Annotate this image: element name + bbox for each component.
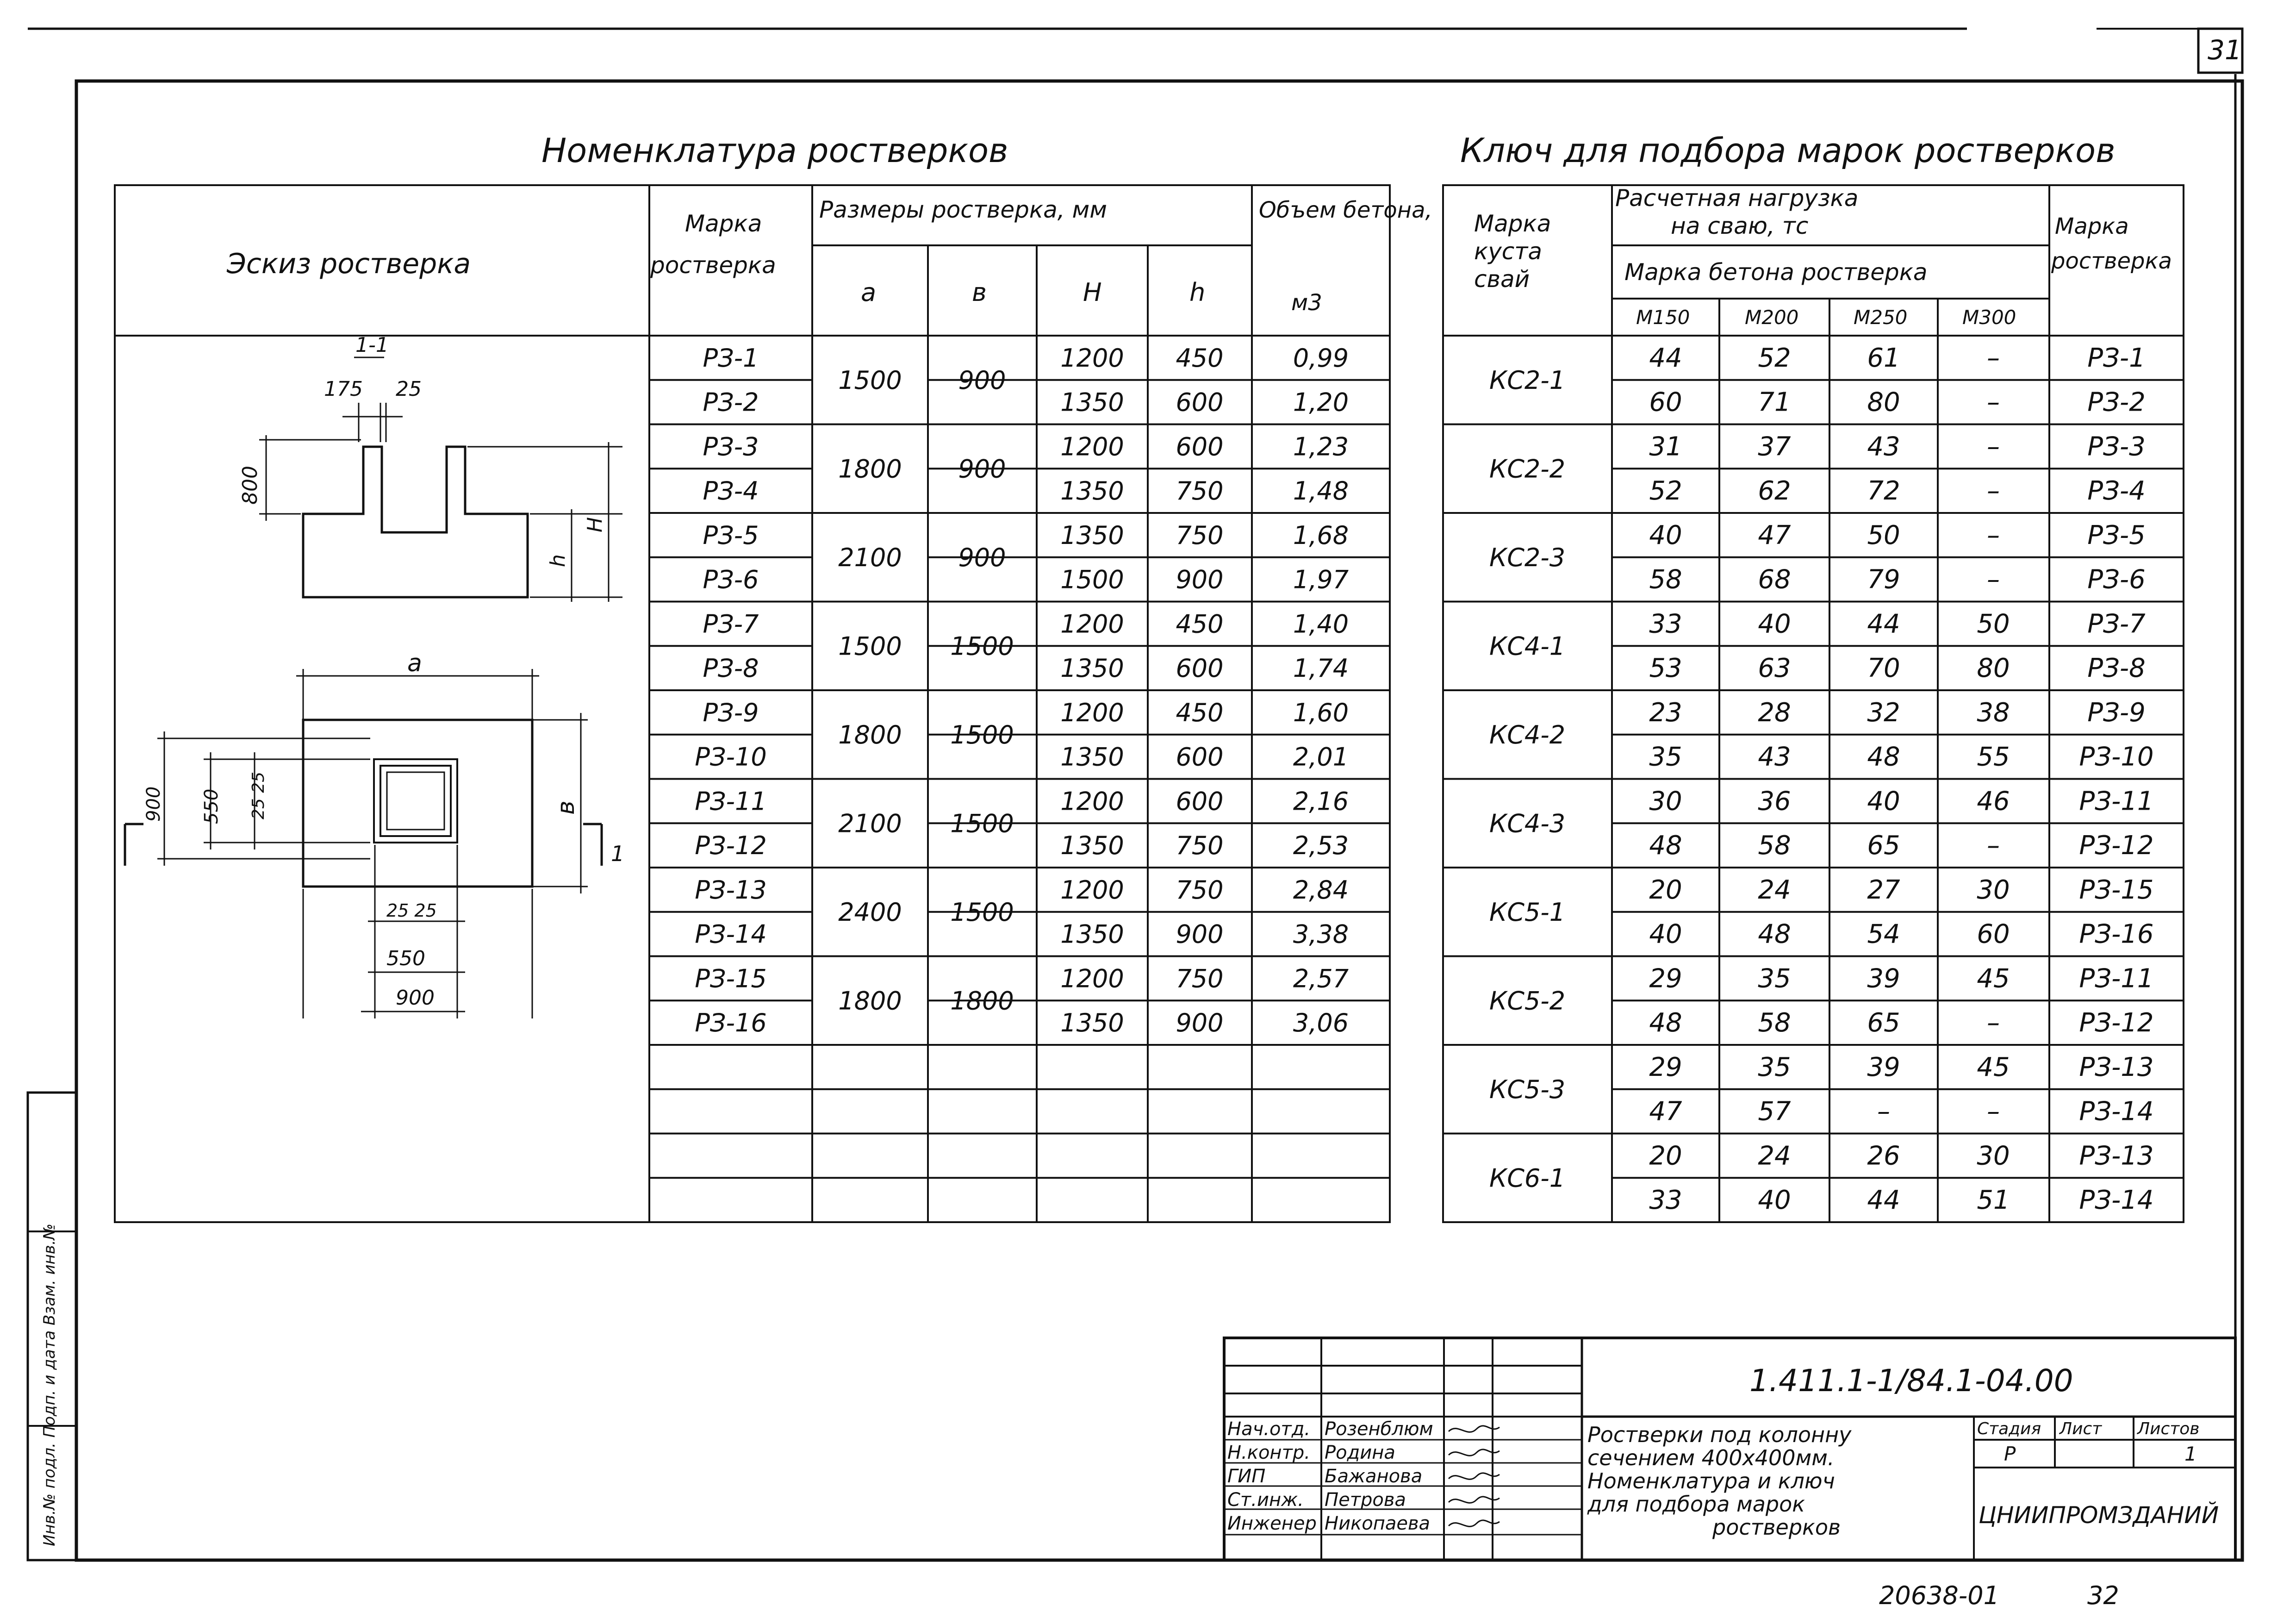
dim-b-label: в <box>552 800 580 815</box>
nom-mark-cell: РЗ-5 <box>703 520 759 550</box>
pile-group-name: КС4-2 <box>1489 720 1566 750</box>
load-m300-cell: – <box>1987 831 2000 861</box>
key-mark-cell: РЗ-3 <box>2087 431 2146 462</box>
load-m200-cell: 24 <box>1758 874 1791 905</box>
dim-h-label: h <box>546 554 570 567</box>
dim-175: 175 <box>324 377 363 401</box>
load-m300-cell: 38 <box>1977 697 2010 728</box>
nom-H-cell: 1200 <box>1060 609 1124 639</box>
load-m250-cell: 61 <box>1867 343 1900 373</box>
load-m300-cell: 60 <box>1977 919 2010 949</box>
load-m300-cell: 45 <box>1977 1052 2010 1082</box>
nom-h-cell: 600 <box>1176 787 1224 816</box>
nom-mark-cell: РЗ-15 <box>695 964 767 993</box>
load-m150-cell: 20 <box>1649 874 1682 905</box>
desc-line-1: Ростверки под колонну <box>1587 1422 1852 1447</box>
load-m150-cell: 20 <box>1649 1141 1682 1171</box>
nom-a-cell: 1500 <box>838 365 902 395</box>
nom-mark-cell: РЗ-12 <box>695 831 767 861</box>
load-m250-cell: 79 <box>1867 564 1900 595</box>
nom-mark-cell: РЗ-4 <box>703 476 759 506</box>
load-m150-cell: 33 <box>1649 1185 1682 1216</box>
nom-mark-cell: РЗ-14 <box>695 919 767 949</box>
socket-mid <box>380 766 451 836</box>
load-m300-cell: 80 <box>1977 653 2010 684</box>
dim-550-left: 550 <box>201 788 222 824</box>
load-m250-cell: 44 <box>1867 1185 1900 1216</box>
dim-H-label: H <box>583 517 607 532</box>
key-mark-cell: РЗ-11 <box>2079 786 2154 817</box>
nom-mark-cell: РЗ-16 <box>695 1008 767 1038</box>
load-m300-cell: 30 <box>1977 1141 2010 1171</box>
load-m300-cell: – <box>1987 343 2000 373</box>
load-m250-cell: 70 <box>1867 653 1900 684</box>
nom-h-cell: 750 <box>1176 875 1224 905</box>
nom-h-cell: 600 <box>1176 432 1224 462</box>
org-name: ЦНИИПРОМЗДАНИЙ <box>1979 1502 2219 1529</box>
key-mark-header-2: ростверка <box>2051 248 2172 274</box>
nom-mark-cell: РЗ-11 <box>695 787 767 816</box>
nom-b-cell: 1500 <box>950 631 1014 661</box>
nom-h-cell: 750 <box>1176 831 1224 861</box>
load-m300-cell: 45 <box>1977 963 2010 994</box>
load-m150-cell: 29 <box>1649 963 1682 994</box>
load-m150-cell: 48 <box>1649 1008 1682 1038</box>
key-mark-cell: РЗ-11 <box>2079 963 2154 994</box>
nom-h-cell: 750 <box>1176 476 1224 506</box>
load-m300-cell: 50 <box>1977 609 2010 639</box>
desc-line-4: для подбора марок <box>1587 1492 1805 1517</box>
nom-H-cell: 1200 <box>1060 875 1124 905</box>
key-mark-cell: РЗ-5 <box>2087 520 2146 550</box>
nom-H-cell: 1200 <box>1060 787 1124 816</box>
nom-b-cell: 900 <box>958 454 1006 484</box>
load-m300-cell: 46 <box>1977 786 2010 817</box>
nom-H-cell: 1350 <box>1060 387 1124 417</box>
sheet-label: Лист <box>2060 1419 2102 1438</box>
nom-volume-cell: 3,06 <box>1293 1008 1349 1038</box>
cut-mark-right: 1 <box>611 841 625 866</box>
sheets-value: 1 <box>2184 1443 2197 1465</box>
load-m300-cell: 30 <box>1977 874 2010 905</box>
load-m150-cell: 47 <box>1649 1096 1682 1127</box>
load-m250-cell: – <box>1877 1096 1890 1127</box>
nom-a-cell: 1500 <box>838 631 902 661</box>
key-mark-cell: РЗ-12 <box>2079 1008 2154 1038</box>
load-m200-cell: 28 <box>1758 697 1791 728</box>
load-m250-cell: 27 <box>1867 874 1900 905</box>
load-m250-cell: 72 <box>1867 476 1900 506</box>
load-m150-cell: 60 <box>1649 387 1682 418</box>
load-m300-cell: – <box>1987 1096 2000 1127</box>
nom-H-cell: 1350 <box>1060 919 1124 949</box>
nom-volume-cell: 1,68 <box>1293 520 1349 550</box>
nom-H-cell: 1200 <box>1060 432 1124 462</box>
staff-name: Родина <box>1325 1442 1395 1463</box>
load-m300-cell: – <box>1987 520 2000 550</box>
mark-header-1: Марка <box>685 210 762 237</box>
col-b-header: в <box>972 278 987 307</box>
nom-H-cell: 1350 <box>1060 1008 1124 1038</box>
dim-25-25-bottom: 25 25 <box>386 900 437 921</box>
nom-a-cell: 2100 <box>838 809 902 838</box>
nom-h-cell: 450 <box>1176 609 1224 639</box>
pile-group-header-1: Марка <box>1474 210 1551 237</box>
nom-a-cell: 1800 <box>838 720 902 750</box>
nom-H-cell: 1350 <box>1060 520 1124 550</box>
nom-H-cell: 1500 <box>1060 565 1124 594</box>
dim-a-label: a <box>407 650 422 677</box>
nom-volume-cell: 1,48 <box>1293 476 1349 506</box>
pile-group-name: КС5-3 <box>1489 1074 1566 1104</box>
load-m200-cell: 52 <box>1758 343 1791 373</box>
dim-800: 800 <box>238 466 262 505</box>
nom-volume-cell: 2,16 <box>1293 787 1349 816</box>
volume-header: Объем бетона, <box>1259 197 1432 223</box>
nom-H-cell: 1350 <box>1060 476 1124 506</box>
load-header-2: на сваю, тс <box>1671 212 1809 239</box>
nom-volume-cell: 1,40 <box>1293 609 1349 639</box>
nom-b-cell: 1500 <box>950 720 1014 750</box>
key-mark-cell: РЗ-13 <box>2079 1141 2154 1171</box>
load-m150-cell: 40 <box>1649 520 1682 550</box>
load-m300-cell: 55 <box>1977 742 2010 772</box>
side-strip-text: Инв.№ подл. Подп. и дата Взам. инв.№ <box>40 1223 59 1546</box>
pile-group-name: КС2-2 <box>1489 454 1566 484</box>
m250-header: М250 <box>1854 306 1908 329</box>
key-mark-cell: РЗ-9 <box>2087 697 2146 728</box>
load-m200-cell: 37 <box>1758 431 1791 462</box>
load-m150-cell: 44 <box>1649 343 1682 373</box>
load-header-1: Расчетная нагрузка <box>1615 185 1859 212</box>
pile-group-header-3: свай <box>1474 266 1530 293</box>
nom-b-cell: 900 <box>958 365 1006 395</box>
stage-label: Стадия <box>1977 1419 2041 1438</box>
load-m300-cell: – <box>1987 387 2000 418</box>
stage-value: Р <box>2004 1443 2016 1465</box>
nom-a-cell: 1800 <box>838 986 902 1016</box>
load-m250-cell: 44 <box>1867 609 1900 639</box>
nom-h-cell: 450 <box>1176 698 1224 727</box>
load-m250-cell: 48 <box>1867 742 1900 772</box>
staff-role: Ст.инж. <box>1227 1489 1304 1511</box>
pile-group-name: КС4-1 <box>1489 631 1566 661</box>
col-h-header: h <box>1189 278 1206 307</box>
desc-line-5: ростверков <box>1712 1515 1841 1540</box>
key-mark-header-1: Марка <box>2055 213 2129 239</box>
key-mark-cell: РЗ-14 <box>2079 1185 2154 1216</box>
key-mark-cell: РЗ-13 <box>2079 1052 2154 1082</box>
load-m200-cell: 24 <box>1758 1141 1791 1171</box>
load-m250-cell: 40 <box>1867 786 1900 817</box>
staff-name: Никопаева <box>1325 1513 1431 1534</box>
section-label: 1-1 <box>355 333 389 357</box>
load-m200-cell: 35 <box>1758 963 1791 994</box>
nom-volume-cell: 2,53 <box>1293 831 1349 861</box>
nom-a-cell: 1800 <box>838 454 902 484</box>
staff-role: Нач.отд. <box>1227 1418 1311 1440</box>
load-m150-cell: 33 <box>1649 609 1682 639</box>
load-m250-cell: 26 <box>1867 1141 1900 1171</box>
dim-900-bottom: 900 <box>396 986 435 1010</box>
load-m300-cell: – <box>1987 1008 2000 1038</box>
sheets-label: Листов <box>2137 1419 2200 1438</box>
nom-volume-cell: 1,74 <box>1293 654 1349 683</box>
nom-volume-cell: 3,38 <box>1293 919 1349 949</box>
load-m300-cell: – <box>1987 564 2000 595</box>
load-m150-cell: 53 <box>1649 653 1682 684</box>
pile-group-name: КС5-2 <box>1489 986 1566 1016</box>
pile-group-name: КС2-3 <box>1489 543 1566 572</box>
nom-H-cell: 1200 <box>1060 343 1124 373</box>
nom-h-cell: 900 <box>1176 1008 1224 1038</box>
nom-b-cell: 1800 <box>950 986 1014 1016</box>
load-m300-cell: – <box>1987 476 2000 506</box>
key-table <box>1443 185 2184 1222</box>
nom-volume-cell: 1,23 <box>1293 432 1349 462</box>
staff-name: Бажанова <box>1325 1466 1423 1487</box>
doc-code: 1.411.1-1/84.1-04.00 <box>1749 1363 2073 1399</box>
nom-mark-cell: РЗ-9 <box>703 698 759 727</box>
dim-550-bottom: 550 <box>386 947 425 970</box>
nom-mark-cell: РЗ-10 <box>695 742 767 772</box>
concrete-header: Марка бетона ростверка <box>1624 259 1928 286</box>
load-m150-cell: 58 <box>1649 564 1682 595</box>
key-mark-cell: РЗ-1 <box>2087 343 2146 373</box>
staff-role: Н.контр. <box>1227 1442 1310 1463</box>
m150-header: М150 <box>1636 306 1690 329</box>
nom-H-cell: 1200 <box>1060 964 1124 993</box>
m300-header: М300 <box>1962 306 2016 329</box>
pile-group-name: КС5-1 <box>1489 897 1566 927</box>
nom-h-cell: 600 <box>1176 742 1224 772</box>
load-m150-cell: 35 <box>1649 742 1682 772</box>
load-m200-cell: 43 <box>1758 742 1791 772</box>
staff-role: ГИП <box>1227 1466 1266 1487</box>
load-m200-cell: 58 <box>1758 1008 1791 1038</box>
nom-H-cell: 1350 <box>1060 654 1124 683</box>
load-m200-cell: 35 <box>1758 1052 1791 1082</box>
nom-H-cell: 1350 <box>1060 742 1124 772</box>
key-mark-cell: РЗ-15 <box>2079 874 2154 905</box>
m200-header: М200 <box>1745 306 1799 329</box>
nom-b-cell: 1500 <box>950 809 1014 838</box>
load-m150-cell: 40 <box>1649 919 1682 949</box>
key-mark-cell: РЗ-4 <box>2087 476 2146 506</box>
load-m150-cell: 23 <box>1649 697 1682 728</box>
nom-a-cell: 2100 <box>838 543 902 572</box>
nom-h-cell: 900 <box>1176 565 1224 594</box>
section-outline <box>303 447 528 597</box>
nom-H-cell: 1350 <box>1060 831 1124 861</box>
mark-header-2: ростверка <box>650 252 776 279</box>
load-m200-cell: 36 <box>1758 786 1791 817</box>
nom-volume-cell: 2,57 <box>1293 964 1349 993</box>
load-m150-cell: 48 <box>1649 831 1682 861</box>
nomenclature-title: Номенклатура ростверков <box>541 131 1008 170</box>
nom-a-cell: 2400 <box>838 897 902 927</box>
pile-group-name: КС4-3 <box>1489 809 1566 838</box>
dim-900-left: 900 <box>143 786 164 822</box>
load-m200-cell: 58 <box>1758 831 1791 861</box>
nom-h-cell: 600 <box>1176 654 1224 683</box>
load-m200-cell: 62 <box>1758 476 1791 506</box>
nom-mark-cell: РЗ-6 <box>703 565 759 594</box>
load-m250-cell: 54 <box>1867 919 1900 949</box>
load-m200-cell: 57 <box>1758 1096 1791 1127</box>
nom-h-cell: 900 <box>1176 919 1224 949</box>
desc-line-2: сечением 400х400мм. <box>1587 1445 1835 1470</box>
col-H-header: H <box>1083 278 1102 307</box>
pile-group-name: КС6-1 <box>1489 1163 1566 1193</box>
nom-h-cell: 600 <box>1176 387 1224 417</box>
key-mark-cell: РЗ-16 <box>2079 919 2154 949</box>
load-m250-cell: 39 <box>1867 963 1900 994</box>
load-m150-cell: 29 <box>1649 1052 1682 1082</box>
staff-role: Инженер <box>1227 1513 1317 1534</box>
load-m200-cell: 63 <box>1758 653 1791 684</box>
pile-group-name: КС2-1 <box>1489 365 1566 395</box>
load-m200-cell: 68 <box>1758 564 1791 595</box>
nom-volume-cell: 0,99 <box>1293 343 1349 373</box>
nom-volume-cell: 1,97 <box>1293 565 1349 594</box>
staff-name: Петрова <box>1325 1489 1406 1511</box>
load-m150-cell: 30 <box>1649 786 1682 817</box>
nom-volume-cell: 1,60 <box>1293 698 1349 727</box>
load-m250-cell: 39 <box>1867 1052 1900 1082</box>
socket-inner <box>387 772 444 830</box>
load-m150-cell: 52 <box>1649 476 1682 506</box>
key-mark-cell: РЗ-8 <box>2087 653 2146 684</box>
load-m200-cell: 40 <box>1758 609 1791 639</box>
load-m300-cell: 51 <box>1977 1185 2010 1216</box>
load-m250-cell: 80 <box>1867 387 1900 418</box>
nom-mark-cell: РЗ-7 <box>703 609 759 639</box>
pilecap-sketch <box>125 333 624 1018</box>
load-m300-cell: – <box>1987 431 2000 462</box>
nomenclature-table <box>115 185 1432 1222</box>
key-title: Ключ для подбора марок ростверков <box>1460 131 2116 170</box>
nom-mark-cell: РЗ-3 <box>703 432 759 462</box>
dims-header: Размеры ростверка, мм <box>819 196 1107 223</box>
desc-line-3: Номенклатура и ключ <box>1587 1468 1835 1493</box>
key-mark-cell: РЗ-7 <box>2087 609 2146 639</box>
nom-mark-cell: РЗ-8 <box>703 654 759 683</box>
load-m150-cell: 31 <box>1649 431 1682 462</box>
plan-outline <box>303 720 532 887</box>
nom-volume-cell: 2,01 <box>1293 742 1349 772</box>
load-m250-cell: 50 <box>1867 520 1900 550</box>
col-a-header: a <box>861 278 877 307</box>
dim-25-25-left: 25 25 <box>249 771 268 819</box>
nom-mark-cell: РЗ-13 <box>695 875 767 905</box>
page-number: 31 <box>2208 34 2242 66</box>
key-mark-cell: РЗ-10 <box>2079 742 2154 772</box>
bottom-code-right: 32 <box>2087 1581 2119 1610</box>
load-m250-cell: 32 <box>1867 697 1900 728</box>
nom-h-cell: 750 <box>1176 964 1224 993</box>
nom-h-cell: 450 <box>1176 343 1224 373</box>
load-m200-cell: 48 <box>1758 919 1791 949</box>
load-m200-cell: 71 <box>1758 387 1791 418</box>
load-m250-cell: 43 <box>1867 431 1900 462</box>
nom-H-cell: 1200 <box>1060 698 1124 727</box>
nom-mark-cell: РЗ-2 <box>703 387 759 417</box>
bottom-code-left: 20638-01 <box>1879 1581 1999 1610</box>
nom-mark-cell: РЗ-1 <box>703 343 759 373</box>
load-m200-cell: 40 <box>1758 1185 1791 1216</box>
key-mark-cell: РЗ-14 <box>2079 1096 2154 1127</box>
load-m250-cell: 65 <box>1867 1008 1900 1038</box>
nom-h-cell: 750 <box>1176 520 1224 550</box>
nom-b-cell: 900 <box>958 543 1006 572</box>
sketch-header: Эскиз ростверка <box>227 248 471 280</box>
key-mark-cell: РЗ-12 <box>2079 831 2154 861</box>
nom-volume-cell: 2,84 <box>1293 875 1349 905</box>
load-m200-cell: 47 <box>1758 520 1791 550</box>
pile-group-header-2: куста <box>1474 238 1543 265</box>
title-block <box>1224 1338 2235 1560</box>
staff-name: Розенблюм <box>1325 1418 1433 1440</box>
key-mark-cell: РЗ-6 <box>2087 564 2146 595</box>
nom-b-cell: 1500 <box>950 897 1014 927</box>
load-m250-cell: 65 <box>1867 831 1900 861</box>
key-mark-cell: РЗ-2 <box>2087 387 2146 418</box>
volume-unit: м3 <box>1291 290 1322 316</box>
nom-volume-cell: 1,20 <box>1293 387 1349 417</box>
dim-25-top: 25 <box>396 377 422 401</box>
